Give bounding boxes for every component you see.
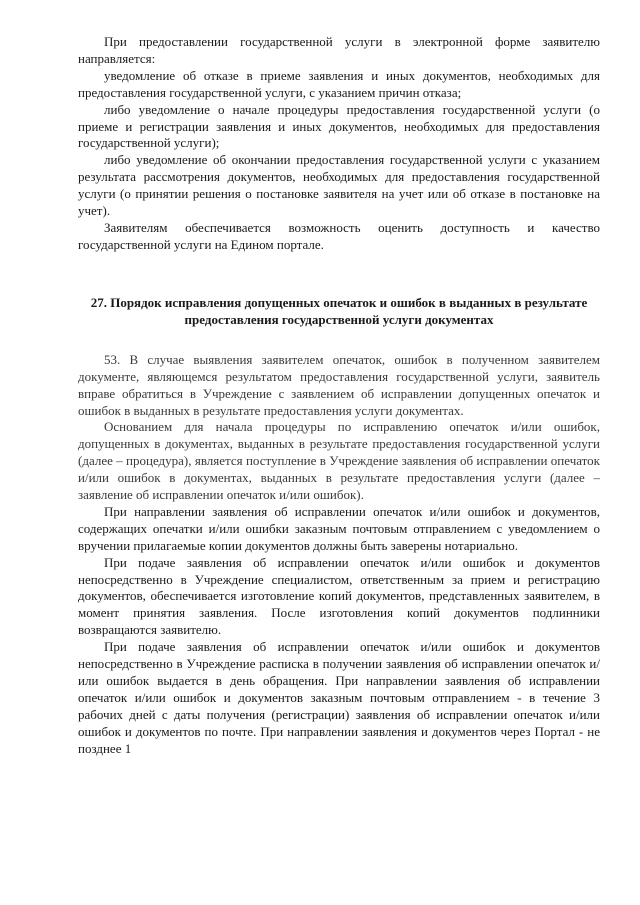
paragraph: При подаче заявления об исправлении опечаток и/или ошибок и документов непосредственно в Учреждение специалистом, ответственным за прием и регистрацию документов, обеспечивается изготовление копий документов, представленных заявителем, в момент принятия заявления. После изготовления копий документов подлинники возвращаются заявителю. — [78, 554, 600, 638]
paragraph: При предоставлении государственной услуги в электронной форме заявителю направляется: — [78, 34, 600, 66]
spacer — [78, 328, 600, 352]
section-heading: 27. Порядок исправления допущенных опечаток и ошибок в выданных в результате предоставления государственной услуги документах — [90, 294, 588, 327]
paragraph: Заявителям обеспечивается возможность оценить доступность и качество государственной услуги на Едином портале. — [78, 219, 600, 252]
paragraph: При подаче заявления об исправлении опечаток и/или ошибок и документов непосредственно в Учреждение расписка в получении заявления об исправлении опечаток и/или ошибок выдается в день обращения. При направлении заявления об исправлении опечаток и/или ошибок и документов заказным почтовым отправлением - в течение 3 рабочих дней с даты получения (регистрации) заявления об исправлении опечаток и/или ошибок и документов по почте. При направлении заявления и документов через Портал - не позднее 1 — [78, 639, 600, 756]
spacer — [78, 254, 600, 294]
paragraph: уведомление об отказе в приеме заявления и иных документов, необходимых для предоставления государственной услуги, с указанием причин отказа; — [78, 67, 600, 100]
paragraph: Основанием для начала процедуры по исправлению опечаток и/или ошибок, допущенных в документах, выданных в результате предоставления государственной услуги (далее – процедура), является поступление в Учреждение заявления об исправлении опечаток и/или ошибок в документах, выданных в результате предоставления услуги (далее – заявление об исправлении опечаток и/или ошибок). — [78, 419, 600, 503]
document-page — [78, 34, 600, 758]
paragraph: При направлении заявления об исправлении опечаток и/или ошибок и документов, содержащих опечатки и/или ошибки заказным почтовым отправлением с уведомлением о вручении прилагаемые копии документов должны быть заверены нотариально. — [78, 503, 600, 553]
paragraph: 53. В случае выявления заявителем опечаток, ошибок в полученном заявителем документе, являющемся результатом предоставления государственной услуги, заявитель вправе обратиться в Учреждение с заявлением об исправлении допущенных опечаток и ошибок в выданных в результате предоставления услуги документах. — [78, 351, 600, 418]
paragraph: либо уведомление о начале процедуры предоставления государственной услуги (о приеме и регистрации заявления и иных документов, необходимых для предоставления государственной услуги); — [78, 101, 600, 151]
paragraph: либо уведомление об окончании предоставления государственной услуги с указанием результата рассмотрения документов, необходимых для предоставления государственной услуги (о принятии решения о постановке заявителя на учет или об отказе в постановке на учет). — [78, 152, 600, 219]
